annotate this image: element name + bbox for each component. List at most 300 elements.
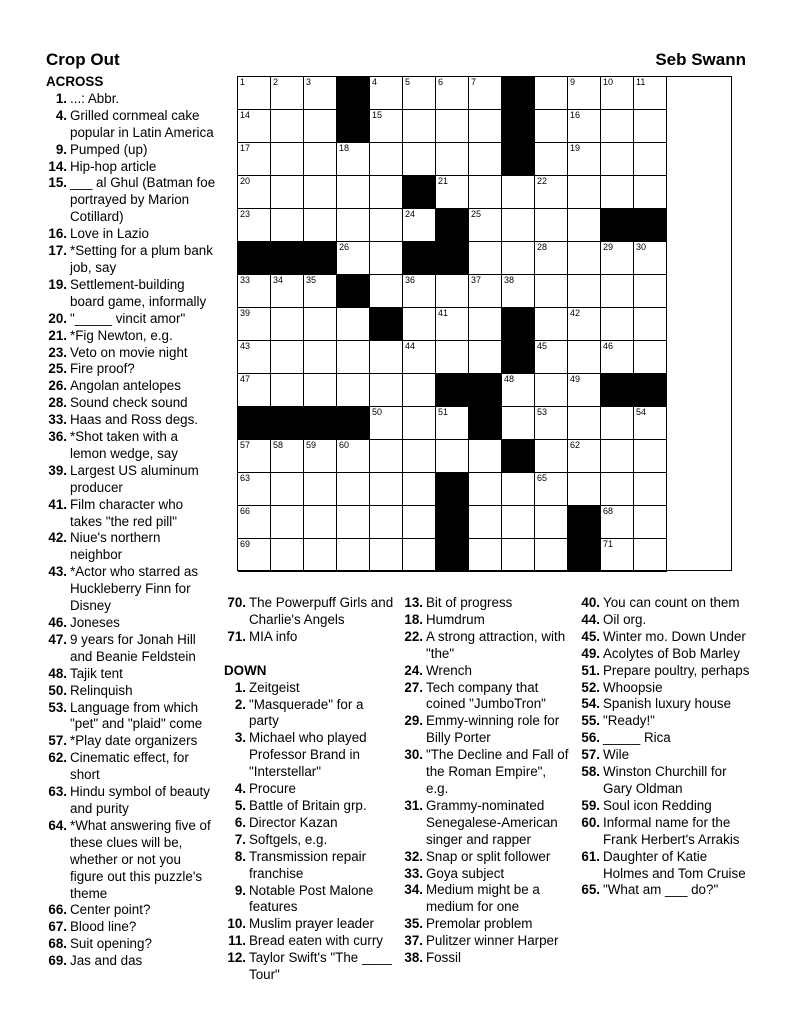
cell-number: 26 — [339, 242, 350, 252]
grid-cell[interactable] — [304, 275, 337, 308]
clue — [224, 680, 394, 697]
clue — [401, 950, 571, 967]
grid-cell[interactable] — [403, 473, 436, 506]
grid-cell[interactable] — [535, 506, 568, 539]
clue-text: Blood line? — [70, 919, 137, 935]
grid-cell[interactable] — [238, 539, 271, 572]
grid-cell[interactable] — [502, 275, 535, 308]
clue-text: Fire proof? — [70, 361, 135, 377]
clue-text: Tech company that coined "JumboTron" — [426, 679, 546, 712]
grid-block — [568, 539, 601, 572]
grid-cell[interactable] — [469, 440, 502, 473]
cell-number: 2 — [273, 77, 279, 87]
grid-cell[interactable] — [601, 407, 634, 440]
grid-cell[interactable] — [535, 143, 568, 176]
grid-cell[interactable] — [403, 209, 436, 242]
cell-number: 68 — [603, 506, 614, 516]
clue — [578, 646, 753, 663]
grid-cell[interactable] — [304, 110, 337, 143]
grid-block — [469, 407, 502, 440]
clue-text: Bread eaten with curry — [249, 933, 383, 949]
clue-column-3 — [401, 595, 571, 967]
clue — [46, 108, 216, 142]
clue — [401, 629, 571, 663]
clue — [46, 936, 216, 953]
grid-cell[interactable] — [634, 539, 667, 572]
grid-cell[interactable] — [634, 110, 667, 143]
clue-text: "What am ___ do?" — [603, 882, 719, 898]
clue — [401, 866, 571, 883]
grid-cell[interactable] — [403, 407, 436, 440]
grid-cell[interactable] — [370, 275, 403, 308]
grid-cell[interactable] — [304, 506, 337, 539]
grid-cell[interactable] — [238, 275, 271, 308]
clue-number: 27. — [404, 679, 423, 695]
clue-number: 4. — [55, 107, 67, 123]
grid-cell[interactable] — [535, 308, 568, 341]
grid-cell[interactable] — [238, 374, 271, 407]
grid-cell[interactable] — [568, 308, 601, 341]
grid-cell[interactable] — [337, 341, 370, 374]
clue-text: Wile — [603, 747, 630, 763]
grid-cell[interactable] — [271, 110, 304, 143]
grid-cell[interactable] — [601, 143, 634, 176]
clue — [578, 882, 753, 899]
clue-text: Zeitgeist — [249, 679, 300, 695]
grid-cell[interactable] — [337, 143, 370, 176]
clue-number: 43. — [48, 564, 67, 580]
clue-number: 13. — [404, 595, 423, 610]
grid-cell[interactable] — [502, 407, 535, 440]
clue-text: Procure — [249, 781, 296, 797]
grid-cell[interactable] — [469, 77, 502, 110]
grid-cell[interactable] — [535, 176, 568, 209]
clue — [46, 361, 216, 378]
grid-cell[interactable] — [370, 242, 403, 275]
grid-cell[interactable] — [337, 473, 370, 506]
grid-cell[interactable] — [271, 209, 304, 242]
grid-cell[interactable] — [469, 110, 502, 143]
section-heading: DOWN — [224, 662, 267, 678]
grid-cell[interactable] — [469, 143, 502, 176]
grid-cell[interactable] — [502, 506, 535, 539]
grid-cell[interactable] — [469, 308, 502, 341]
grid-cell[interactable] — [469, 275, 502, 308]
clue-text: Informal name for the Frank Herbert's Arrakis — [603, 814, 740, 847]
clue-text: Soul icon Redding — [603, 797, 712, 813]
grid-cell[interactable] — [271, 341, 304, 374]
grid-cell[interactable] — [436, 176, 469, 209]
cell-number: 14 — [240, 110, 251, 120]
clue — [224, 883, 394, 917]
grid-cell[interactable] — [568, 275, 601, 308]
grid-block — [304, 407, 337, 440]
grid-cell[interactable] — [568, 143, 601, 176]
grid-cell[interactable] — [238, 440, 271, 473]
grid-cell[interactable] — [634, 440, 667, 473]
grid-cell[interactable] — [502, 242, 535, 275]
grid-cell[interactable] — [601, 77, 634, 110]
grid-cell[interactable] — [403, 143, 436, 176]
grid-cell[interactable] — [469, 539, 502, 572]
grid-block — [271, 242, 304, 275]
grid-cell[interactable] — [436, 341, 469, 374]
clue-number: 34. — [404, 882, 423, 898]
grid-cell[interactable] — [238, 308, 271, 341]
grid-cell[interactable] — [370, 407, 403, 440]
clue-number: 14. — [48, 158, 67, 174]
grid-cell[interactable] — [370, 110, 403, 143]
clue-number: 21. — [48, 327, 67, 343]
cell-number: 71 — [603, 539, 614, 549]
grid-cell[interactable] — [601, 506, 634, 539]
grid-cell[interactable] — [337, 209, 370, 242]
grid-cell[interactable] — [271, 143, 304, 176]
grid-cell[interactable] — [436, 440, 469, 473]
grid-cell[interactable] — [601, 308, 634, 341]
grid-cell[interactable] — [535, 341, 568, 374]
grid-cell[interactable] — [271, 473, 304, 506]
grid-cell[interactable] — [634, 176, 667, 209]
grid-cell[interactable] — [634, 275, 667, 308]
grid-block — [403, 242, 436, 275]
clue — [401, 612, 571, 629]
clue-text: Wrench — [426, 662, 472, 678]
grid-cell[interactable] — [337, 176, 370, 209]
grid-cell[interactable] — [337, 242, 370, 275]
grid-cell[interactable] — [601, 539, 634, 572]
grid-cell[interactable] — [337, 374, 370, 407]
clue-text: ___ al Ghul (Batman foe portrayed by Marion Cotillard) — [70, 175, 216, 225]
grid-cell[interactable] — [502, 176, 535, 209]
clue-text: *Play date organizers — [70, 733, 198, 749]
grid-block — [469, 374, 502, 407]
clue-number: 64. — [48, 817, 67, 833]
cell-number: 48 — [504, 374, 515, 384]
clue-number: 70. — [227, 595, 246, 610]
grid-cell[interactable] — [568, 473, 601, 506]
clue-text: Snap or split follower — [426, 848, 551, 864]
clue-text: Premolar problem — [426, 916, 533, 932]
grid-cell[interactable] — [370, 440, 403, 473]
clue-text: Grilled cornmeal cake popular in Latin America — [70, 107, 214, 140]
clue-number: 28. — [48, 395, 67, 411]
grid-cell[interactable] — [601, 473, 634, 506]
clue-number: 35. — [404, 916, 423, 932]
clue-text: Spanish luxury house — [603, 696, 732, 712]
clue-text: Love in Lazio — [70, 226, 149, 242]
grid-cell[interactable] — [535, 473, 568, 506]
clue-number: 26. — [48, 378, 67, 394]
grid-cell[interactable] — [535, 374, 568, 407]
grid-cell[interactable] — [337, 539, 370, 572]
grid-cell[interactable] — [535, 275, 568, 308]
grid-cell[interactable] — [271, 77, 304, 110]
grid-cell[interactable] — [568, 176, 601, 209]
grid-cell[interactable] — [271, 374, 304, 407]
grid-cell[interactable] — [436, 308, 469, 341]
grid-cell[interactable] — [436, 77, 469, 110]
grid-cell[interactable] — [502, 209, 535, 242]
clue — [46, 750, 216, 784]
clue-text: Settlement-building board game, informally — [70, 276, 207, 309]
grid-cell[interactable] — [634, 341, 667, 374]
clue-number: 12. — [227, 950, 246, 966]
grid-cell[interactable] — [370, 341, 403, 374]
clue-number: 20. — [48, 310, 67, 326]
grid-cell[interactable] — [403, 308, 436, 341]
cell-number: 60 — [339, 440, 350, 450]
grid-cell[interactable] — [601, 341, 634, 374]
grid-cell[interactable] — [502, 473, 535, 506]
clue-text: Transmission repair franchise — [249, 848, 367, 881]
clue — [46, 311, 216, 328]
grid-cell[interactable] — [601, 275, 634, 308]
grid-cell[interactable] — [403, 539, 436, 572]
grid-block — [436, 539, 469, 572]
clue-number: 39. — [48, 462, 67, 478]
cell-number: 57 — [240, 440, 251, 450]
grid-cell[interactable] — [568, 341, 601, 374]
clue — [578, 747, 753, 764]
cell-number: 33 — [240, 275, 251, 285]
grid-cell[interactable] — [271, 275, 304, 308]
grid-cell[interactable] — [304, 341, 337, 374]
grid-cell[interactable] — [535, 110, 568, 143]
grid-cell[interactable] — [238, 176, 271, 209]
grid-cell[interactable] — [469, 209, 502, 242]
grid-cell[interactable] — [370, 506, 403, 539]
clue-text: *Shot taken with a lemon wedge, say — [70, 429, 178, 461]
grid-cell[interactable] — [601, 176, 634, 209]
grid-cell[interactable] — [601, 110, 634, 143]
clue-number: 33. — [48, 412, 67, 428]
clue — [46, 226, 216, 243]
cell-number: 29 — [603, 242, 614, 252]
clue-text: The Powerpuff Girls and Charlie's Angels — [249, 595, 394, 627]
grid-cell[interactable] — [370, 176, 403, 209]
clue — [224, 933, 394, 950]
clue-text: ...: Abbr. — [70, 90, 120, 106]
grid-cell[interactable] — [304, 143, 337, 176]
clue-number: 36. — [48, 429, 67, 445]
grid-cell[interactable] — [469, 473, 502, 506]
grid-cell[interactable] — [535, 407, 568, 440]
grid-cell[interactable] — [436, 143, 469, 176]
clue — [401, 916, 571, 933]
grid-cell[interactable] — [304, 77, 337, 110]
clue-number: 40. — [581, 595, 600, 610]
grid-block — [436, 209, 469, 242]
clue — [46, 395, 216, 412]
clue — [46, 530, 216, 564]
grid-cell[interactable] — [436, 110, 469, 143]
clue — [46, 429, 216, 463]
grid-cell[interactable] — [568, 242, 601, 275]
clue — [46, 277, 216, 311]
grid-cell[interactable] — [271, 176, 304, 209]
clue-number: 29. — [404, 713, 423, 729]
grid-cell[interactable] — [568, 77, 601, 110]
clue-number: 8. — [234, 848, 246, 864]
clue-number: 37. — [404, 933, 423, 949]
grid-cell[interactable] — [634, 506, 667, 539]
grid-cell[interactable] — [304, 209, 337, 242]
grid-cell[interactable] — [271, 539, 304, 572]
clue-text: Prepare poultry, perhaps — [603, 662, 750, 678]
grid-block — [502, 77, 535, 110]
grid-cell[interactable] — [502, 539, 535, 572]
clue-text: Language from which "pet" and "plaid" come — [70, 699, 203, 732]
grid-cell[interactable] — [337, 308, 370, 341]
cell-number: 59 — [306, 440, 317, 450]
cell-number: 65 — [537, 473, 548, 483]
clue-text: Muslim prayer leader — [249, 916, 375, 932]
clue-text: Battle of Britain grp. — [249, 797, 367, 813]
grid-cell[interactable] — [634, 473, 667, 506]
grid-cell[interactable] — [271, 308, 304, 341]
clue — [578, 764, 753, 798]
grid-cell[interactable] — [238, 506, 271, 539]
grid-cell[interactable] — [436, 407, 469, 440]
grid-cell[interactable] — [568, 407, 601, 440]
clue-number: 68. — [48, 936, 67, 952]
grid-cell[interactable] — [634, 242, 667, 275]
clue-text: "_____ vincit amor" — [70, 310, 186, 326]
clue-number: 7. — [234, 831, 246, 847]
grid-cell[interactable] — [568, 209, 601, 242]
grid-cell[interactable] — [238, 341, 271, 374]
grid-cell[interactable] — [238, 473, 271, 506]
grid-cell[interactable] — [304, 176, 337, 209]
grid-cell[interactable] — [535, 539, 568, 572]
cell-number: 9 — [570, 77, 576, 87]
clue-column-2 — [224, 595, 394, 984]
clue-number: 71. — [227, 628, 246, 644]
clue-number: 61. — [581, 848, 600, 864]
clue — [401, 595, 571, 612]
grid-cell[interactable] — [634, 308, 667, 341]
grid-block — [403, 176, 436, 209]
grid-cell[interactable] — [601, 440, 634, 473]
clue-text: Softgels, e.g. — [249, 831, 328, 847]
grid-cell[interactable] — [634, 407, 667, 440]
clue — [46, 345, 216, 362]
grid-cell[interactable] — [469, 341, 502, 374]
clue — [401, 933, 571, 950]
cell-number: 39 — [240, 308, 251, 318]
grid-cell[interactable] — [502, 374, 535, 407]
clue — [46, 497, 216, 531]
grid-cell[interactable] — [370, 473, 403, 506]
clue — [401, 680, 571, 714]
grid-cell[interactable] — [634, 143, 667, 176]
cell-number: 3 — [306, 77, 312, 87]
crossword-grid — [237, 76, 732, 571]
section-heading: ACROSS — [46, 74, 104, 89]
grid-cell[interactable] — [403, 374, 436, 407]
cell-number: 11 — [636, 77, 646, 87]
grid-cell[interactable] — [271, 440, 304, 473]
clue-number: 10. — [227, 916, 246, 932]
clue-number: 69. — [48, 953, 67, 969]
grid-cell[interactable] — [436, 275, 469, 308]
clue — [46, 564, 216, 615]
cell-number: 58 — [273, 440, 284, 450]
grid-cell[interactable] — [535, 77, 568, 110]
grid-cell[interactable] — [568, 440, 601, 473]
grid-cell[interactable] — [304, 374, 337, 407]
grid-cell[interactable] — [370, 539, 403, 572]
clue-text: Largest US aluminum producer — [70, 462, 199, 495]
grid-cell[interactable] — [403, 341, 436, 374]
grid-cell[interactable] — [403, 77, 436, 110]
grid-cell[interactable] — [337, 506, 370, 539]
grid-cell[interactable] — [304, 539, 337, 572]
grid-cell[interactable] — [469, 506, 502, 539]
grid-cell[interactable] — [535, 440, 568, 473]
cell-number: 6 — [438, 77, 444, 87]
clue — [46, 902, 216, 919]
grid-cell[interactable] — [403, 506, 436, 539]
grid-cell[interactable] — [403, 275, 436, 308]
grid-cell[interactable] — [568, 110, 601, 143]
grid-cell[interactable] — [403, 110, 436, 143]
grid-cell[interactable] — [238, 110, 271, 143]
clue-text: Haas and Ross degs. — [70, 412, 199, 428]
grid-cell[interactable] — [469, 242, 502, 275]
clue-text: Angolan antelopes — [70, 378, 181, 394]
clue — [224, 595, 394, 629]
grid-cell[interactable] — [238, 209, 271, 242]
clue-number: 54. — [581, 696, 600, 712]
grid-cell[interactable] — [238, 77, 271, 110]
clue-text: Winston Churchill for Gary Oldman — [603, 764, 727, 796]
grid-cell[interactable] — [370, 77, 403, 110]
grid-cell[interactable] — [337, 440, 370, 473]
grid-cell[interactable] — [601, 242, 634, 275]
grid-block — [634, 374, 667, 407]
clue-text: Film character who takes "the red pill" — [70, 496, 184, 529]
grid-cell[interactable] — [403, 440, 436, 473]
clue-column-4 — [578, 595, 753, 899]
grid-cell[interactable] — [370, 209, 403, 242]
grid-cell[interactable] — [304, 440, 337, 473]
clue-number: 59. — [581, 797, 600, 813]
clue — [401, 798, 571, 849]
grid-cell[interactable] — [469, 176, 502, 209]
grid-cell[interactable] — [568, 374, 601, 407]
grid-cell[interactable] — [238, 143, 271, 176]
grid-cell[interactable] — [535, 209, 568, 242]
grid-cell[interactable] — [370, 143, 403, 176]
grid-cell[interactable] — [304, 308, 337, 341]
clue-text: Director Kazan — [249, 814, 338, 830]
grid-cell[interactable] — [304, 473, 337, 506]
cell-number: 35 — [306, 275, 317, 285]
grid-cell[interactable] — [634, 77, 667, 110]
grid-cell[interactable] — [271, 506, 304, 539]
clue — [46, 700, 216, 734]
cell-number: 23 — [240, 209, 251, 219]
grid-cell[interactable] — [370, 374, 403, 407]
clue — [224, 697, 394, 731]
clue-text: *Actor who starred as Huckleberry Finn for Disney — [70, 564, 199, 614]
grid-cell[interactable] — [535, 242, 568, 275]
cell-number: 43 — [240, 341, 251, 351]
clue-number: 22. — [404, 628, 423, 644]
cell-number: 16 — [570, 110, 581, 120]
